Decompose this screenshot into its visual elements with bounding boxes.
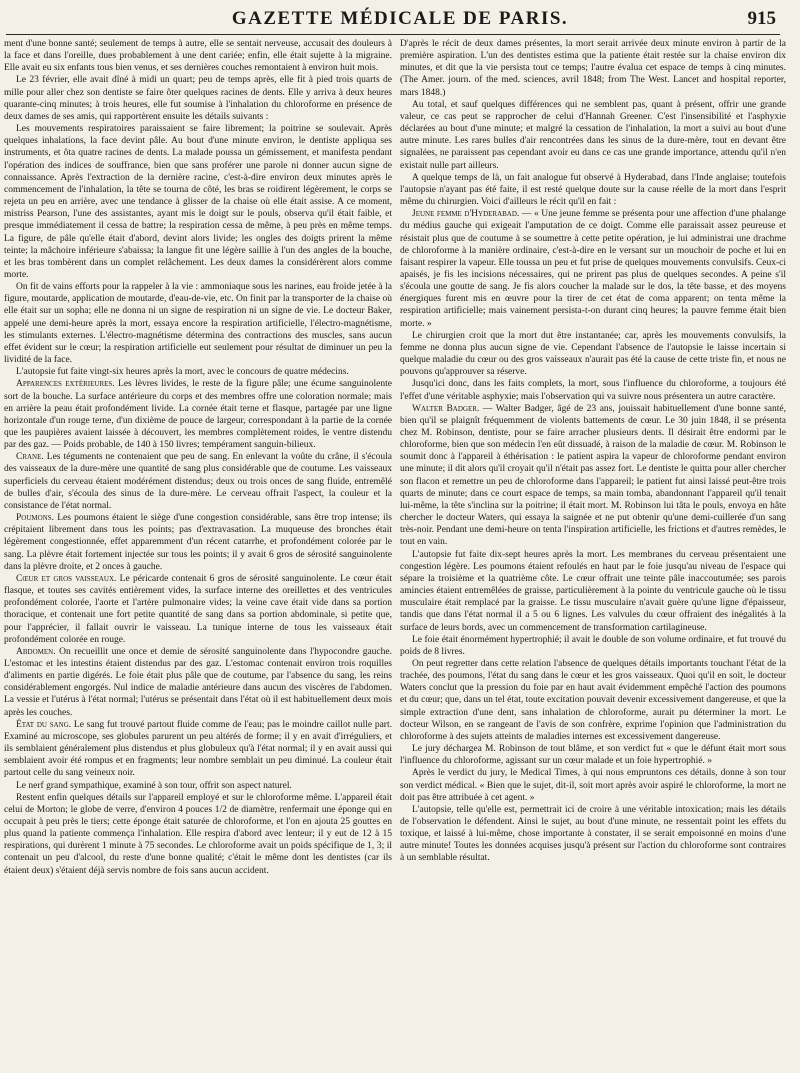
paragraph-text: Les poumons étaient le siège d'une congestion considérable, sans être trop intense; ils crépitaient librement dans tous les points; pas d'extravasation. La muqueuse des bronches était légèrement congestionnée, effet apparemment d'un récent catarrhe, et profondément colorée par le sang. La plèvre était fortement injectée sur tous les points; il y avait 6 gros de sérosité sanguinolente dans la plèvre droite, et 2 onces à gauche. (4, 513, 392, 572)
paragraph (4, 123, 392, 281)
paragraph (4, 719, 392, 780)
paragraph-lead: Cœur et gros vaisseaux. (16, 573, 117, 584)
paragraph-text: Le sang fut trouvé partout fluide comme de l'eau; pas le moindre caillot nulle part. Examiné au microscope, ses globules parurent un peu altérés de forme; il y en avait d'irréguliers, et ils semblaient généralement plus distendus et plus globuleux qu'à l'état normal; il y en avait aussi qui semblaient avoir été rompus et en fragments; leur nombre semblait un peu diminué. La couleur était partout celle du sang veineux noir. (4, 719, 392, 779)
paragraph-lead: Walter Badger. (412, 403, 480, 414)
paragraph-text: A quelque temps de là, un fait analogue fut observé à Hyderabad, dans l'Inde anglaise; toutefois l'autopsie n'ayant pas été faite, il est resté quelque doute sur la cause réelle de la mort dans l'esprit même du chirurgien. Voici d'ailleurs le récit qu'il en fait : (400, 172, 786, 208)
paragraph (400, 767, 786, 803)
paragraph-text: L'autopsie, telle qu'elle est, permettrait ici de croire à une véritable intoxication; mais les détails de l'observation le défendent. Ainsi le sujet, au bout d'une minute, ne ressentait point les effets du toxique, et laissé à lui-même, chose importante à constater, il se serait empoisonné en moins d'une autre minute! Toutes les données acquises jusqu'à présent sur l'action du chloroforme sont contraires à un semblable résultat. (400, 804, 786, 864)
paragraph-lead: Crane. (16, 452, 44, 463)
paragraph (400, 38, 786, 99)
paragraph-text: Le nerf grand sympathique, examiné à son tour, offrit son aspect naturel. (16, 780, 292, 791)
paragraph (4, 74, 392, 123)
page-number: 915 (747, 8, 776, 29)
paragraph (400, 634, 786, 658)
paragraph-lead: Abdomen. (16, 646, 56, 657)
paragraph (400, 658, 786, 743)
left-column (4, 38, 392, 1068)
paragraph-text: On recueillit une once et demie de sérosité sanguinolente dans l'hypocondre gauche. L'estomac et les intestins étaient distendus par des gaz. L'estomac contenait environ trois roquilles d'aliments en partie digérés. Le foie était plus pâle que de coutume, par l'absence du sang, les reins considérablement engorgés. Nul indice de maladie antérieure dans aucun des viscères de l'abdomen. La vessie et l'utérus à l'état normal; l'utérus se présentait dans l'état où il est habituellement deux mois après les couches. (4, 646, 392, 718)
paragraph (4, 378, 392, 451)
paragraph (400, 99, 786, 172)
paragraph (400, 330, 786, 379)
paragraph-text: Le foie était énormément hypertrophié; il avait le double de son volume ordinaire, et fut trouvé du poids de 8 livres. (400, 634, 786, 657)
paragraph-text: L'autopsie fut faite vingt-six heures après la mort, avec le concours de quatre médecins. (16, 367, 349, 378)
paragraph (4, 512, 392, 573)
paragraph-text: Les mouvements respiratoires paraissaient se faire librement; la poitrine se soulevait. Après quelques inhalations, la face devint pâle. Au bout d'une minute environ, le dentiste appliqua ses instruments, et ôta quatre racines de dents. La malade poussa un gémissement, et manifesta pendant l'opération des indices de souffrance, bien que sans proférer une parole ni donner aucun signe de connaissance. Après l'extraction de la dernière racine, c'est-à-dire environ deux minutes après le commencement de l'inhalation, la tête se tourna de côté, les bras se roidirent légèrement, le corps se rejeta un peu en arrière, avec une tendance à glisser de la chaise où elle était assise. A ce moment, mistriss Pearson, l'une des assistantes, ayant mis le doigt sur le pouls, observa qu'il était faible, et presque immédiatement il cessa de battre; la respiration cessa de même, à peu près en même temps. La figure, de pâle qu'elle était d'abord, devint alors livide; les ongles des doigts prirent la même teinte; la mâchoire inférieure s'abaissa; la langue fit une légère saillie à l'un des angles de la bouche, et les bras tombèrent dans un complet relâchement. Les deux dames la considérèrent alors comme morte. (4, 124, 392, 280)
paragraph-text: D'après le récit de deux dames présentes, la mort serait arrivée deux minute environ à partir de la première aspiration. L'un des dentistes estima que la patiente était restée sur la chaise environ dix minutes, et dit que la vie persista tout ce temps; l'autre évalua cet espace de temps à cinq minutes. (The Amer. journ. of the med. sciences, avril 1848; from The West. Lancet and hospital reporter, mars 1848.) (400, 39, 786, 98)
paragraph (4, 573, 392, 646)
paragraph-text: — « Une jeune femme se présenta pour une affection d'une phalange du médius gauche qui exigeait l'amputation de ce doigt. Comme elle paraissait assez peureuse et résistait plus que de coutume à se soumettre à cette petite opération, je lui administrai une drachme de chloroforme à la manière ordinaire, c'est-à-dire en le versant sur un mouchoir de poche et lui en faisant respirer la vapeur. Elle toussa un peu et fut prise de quelques mouvements convulsifs. Ceux-ci apaisés, je fis les incisions nécessaires, qui ne prirent pas plus de quelques secondes. A peine s'il s'écoula une goutte de sang. Je fis alors coucher la malade sur le dos, la tête basse, et des moyens énergiques furent mis en œuvre pour la tirer de cet état de coma apparent; on tenta même la respiration artificielle; mais vainement persista-t-on durant cinq heures; la pauvre femme était bien morte. » (400, 209, 786, 329)
paragraph (4, 281, 392, 366)
header-rule (6, 34, 780, 35)
paragraph (400, 743, 786, 767)
paragraph-text: Après le verdict du jury, le Medical Times, à qui nous empruntons ces détails, donne à son tour son verdict médical. « Bien que le sujet, dit-il, soit mort après avoir aspiré le chloroforme, la mort ne doit pas être attribuée à cet agent. » (400, 768, 786, 803)
right-column (400, 38, 786, 1068)
paragraph-text: ment d'une bonne santé; seulement de temps à autre, elle se sentait nerveuse, accusait des douleurs à la face et dans l'oreille, dues probablement à une dent cariée; enfin, elle était sujette à la migraine. Elle avait eu six enfants tous bien venus, et ses dernières couches remontaient à environ huit mois. (4, 39, 392, 74)
paragraph (400, 403, 786, 549)
paragraph-text: Les lèvres livides, le reste de la figure pâle; une écume sanguinolente sort de la bouche. La surface antérieure du corps et des membres offre une coloration normale; mais en arrière la peau était profondément livide. La cornée était terne et flasque, partagée par une ligne horizontale d'un rouge terne, d'un dixième de pouce de largeur, correspondant à la partie de la cornée que les paupières avaient laissée à découvert, les membres complètement roides, le ventre distendu par des gaz. — Poids probable, de 140 à 150 livres; tempérament sanguin-bilieux. (4, 379, 392, 451)
paragraph (4, 792, 392, 877)
paragraph-text: L'autopsie fut faite dix-sept heures après la mort. Les membranes du cerveau présentaient une congestion légère. Les poumons étaient refoulés en haut par le foie jusqu'au niveau de l'espace qui sépare la troisième et la quatrième côte. Le cœur offrait une teinte pâle inaccoutumée; ses parois amincies étaient entremêlées de graisse, particulièrement à la pointe du ventricule gauche où le tissu musculaire était remplacé par la graisse. Le tissu musculaire n'avait guère qu'une ligne d'épaisseur, tandis que dans l'état normal il a 5 ou 6 lignes. Les valvules du cœur offraient des inégalités à la surface de leurs bords, avec un commencement de transformation cartilagineuse. (400, 549, 786, 633)
paragraph-lead: Poumons. (16, 513, 54, 524)
paragraph-text: Restent enfin quelques détails sur l'appareil employé et sur le chloroforme même. L'appareil était celui de Morton; le globe de verre, d'environ 4 pouces 1/2 de diamètre, renfermait une éponge qui en occupait à peu près le tiers; cette éponge était saturée de chloroforme, et l'on en ajouta 25 gouttes en plus quand la patiente commença l'inhalation. Elle respira d'abord avec lenteur; il y eut de 12 à 15 respirations, qui durèrent 1 minute à 75 secondes. Le chloroforme avait un poids spécifique de 1, 3; il contenait un peu d'alcool, du reste d'une bonne qualité; c'était le même dont les dentistes (car ils étaient deux) s'étaient déjà servis nombre de fois sans aucun accident. (4, 792, 392, 876)
paragraph-text: On fit de vains efforts pour la rappeler à la vie : ammoniaque sous les narines, eau froide jetée à la figure, moutarde, application de moutarde, d'eau-de-vie, etc. On finit par la transporter de la chaise où elle était sur un sopha; elle ne donna ni un signe de respiration ni un signe de vie. Le docteur Baker, appelé une demi-heure après la mort, essaya encore la respiration artificielle, l'électro-magnétisme, les stimulants externes. L'électro-magnétisme détermina des contractions des muscles, sans aucun effet évident sur le cœur; la respiration artificielle eut seulement pour résultat de diminuer un peu la lividité de la face. (4, 282, 392, 366)
paragraph (4, 451, 392, 512)
paragraph-text: Le jury déchargea M. Robinson de tout blâme, et son verdict fut « que le défunt était mort sous l'influence du chloroforme, agissant sur un cœur malade et un foie hypertrophié. » (400, 744, 786, 767)
paragraph-text: On peut regretter dans cette relation l'absence de quelques détails importants touchant l'état de la trachée, des poumons, l'état du sang dans le cœur et les gros vaisseaux. Quoi qu'il en soit, le docteur Waters conclut que la pression du foie par en haut avait évidemment empêché l'action des poumons et du cœur; que, dans un tel état, toute excitation pouvait devenir excessivement dangereuse, et que la simple extraction d'une dent, sans inhalation de chloroforme, aurait pu déterminer la mort. Le docteur Wilson, en se rangeant de l'avis de son confrère, exprime l'opinion que l'administration du chloroforme à des sujets atteints de maladies internes est excessivement dangereuse. (400, 658, 786, 742)
paragraph-text: Jusqu'ici donc, dans les faits complets, la mort, sous l'influence du chloroforme, a toujours été l'effet d'une véritable asphyxie; mais l'observation qui va suivre nous présentera un autre caractère. (400, 379, 786, 402)
paragraph-text: Le péricarde contenait 6 gros de sérosité sanguinolente. Le cœur était flasque, et toutes ses cavités entièrement vides, la surface interne des oreillettes et des ventricules profondément colorée, l'aorte et l'artère pulmonaire vides; la veine cave était vide dans sa portion thoracique, et contenait une fort petite quantité de sang dans sa portion abdominale, si petite que, pour l'apprécier, il fallait ouvrir le vaisseau. La tunique interne de tous les vaisseaux était profondément colorée en rouge. (4, 573, 392, 645)
paragraph-text: Au total, et sauf quelques différences qui ne semblent pas, quant à présent, offrir une grande valeur, ce cas peut se rapprocher de celui d'Hannah Greener. C'est l'insensibilité et l'asphyxie déclarées au bout d'une minute; et malgré la cessation de l'inhalation, la mort a suivi au bout d'une autre minute. Les rares bulles d'air rencontrées dans les sinus de la dure-mère, tout en devant être signalées, ne paraissent pas cependant avoir eu dans ce cas une grande importance, attendu qu'il n'en existait nulle part ailleurs. (400, 99, 786, 171)
paragraph (400, 172, 786, 208)
paragraph (4, 780, 392, 792)
paragraph-text: Le chirurgien croit que la mort dut être instantanée; car, après les mouvements convulsifs, la femme ne donna plus aucun signe de vie. Cependant l'absence de l'autopsie le laisse incertain si quelque maladie du cœur ou des gros vaisseaux n'aurait pas été la cause de cette triste fin, et nous ne pouvons qu'approuver sa réserve. (400, 330, 786, 378)
page-title: GAZETTE MÉDICALE DE PARIS. (231, 8, 569, 29)
paragraph (4, 646, 392, 719)
paragraph-text: — Walter Badger, âgé de 23 ans, jouissait habituellement d'une bonne santé, bien qu'il se plaignît fréquemment de violents battements de cœur. Le 30 juin 1848, il se présenta chez M. Robinson, dentiste, pour se faire arracher plusieurs dents. Il désirait être endormi par le chloroforme, bien que son médecin l'en eût dissuadé, à raison de la maladie de cœur. M. Robinson le soumit donc à l'appareil à éthérisation : le patient aspira la vapeur de chloroforme pendant environ une minute; il dit alors qu'il croyait qu'il n'était pas assez fort. Le dentiste le quitta pour aller chercher son flacon et remettre un peu de chloroforme dans l'appareil; le patient fut ainsi laissé peut-être trois quarts de minute; dans ce court espace de temps, sa main tomba, abandonnant l'appareil qu'il tenait lui-même, la tête s'inclina sur la poitrine; il était mort. M. Robinson lui tâta le pouls, envoya en hâte chercher le docteur Waters, qui essaya la saignée et ne put obtenir qu'une demi-cuillerée d'un sang très-noir. Pendant une demi-heure on tenta l'inspiration artificielle, les frictions et d'autres remèdes, le tout en vain. (400, 403, 786, 548)
paragraph (4, 366, 392, 378)
paragraph-lead: Apparences extérieures. (16, 379, 115, 390)
masthead (0, 8, 800, 36)
paragraph (400, 378, 786, 402)
paragraph (400, 804, 786, 865)
paragraph-text: Les téguments ne contenaient que peu de sang. En enlevant la voûte du crâne, il s'écoula des vaisseaux de la dure-mère une quantité de sang plus considérable que de coutume. Les vaisseaux superficiels du cerveau étaient modérément distendus; deux ou trois onces de sang fluide, entremêlé de bulles d'air, s'écoula des sinus de la dure-mère. Le cerveau offrait l'aspect, la couleur et la consistance de l'état normal. (4, 452, 392, 511)
paragraph (4, 38, 392, 74)
paragraph-lead: État du sang. (16, 719, 72, 730)
paragraph-lead: Jeune femme d'Hyderabad. (412, 209, 520, 220)
paragraph (400, 208, 786, 330)
paragraph (400, 549, 786, 634)
paragraph-text: Le 23 février, elle avait dîné à midi un quart; peu de temps après, elle fit à pied trois quarts de mille pour aller chez son dentiste se faire ôter quelques racines de dents. Elle y arriva à deux heures quarante-cinq minutes; à trois heures, elle fut soumise à l'inhalation du chloroforme en présence de deux dames de ses amis, qui rapportèrent ensuite les détails suivants : (4, 75, 392, 122)
